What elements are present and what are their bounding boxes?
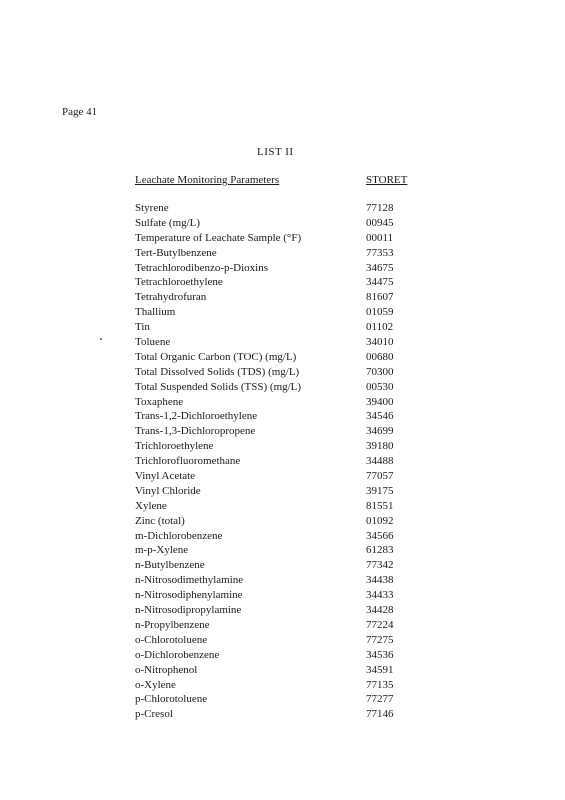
table-row	[135, 514, 425, 529]
parameter-name: Zinc (total)	[135, 514, 185, 527]
table-row	[135, 275, 425, 290]
table-row	[135, 246, 425, 261]
parameter-name: Trans-1,3-Dichloropropene	[135, 425, 256, 438]
parameter-name: Tetrahydrofuran	[135, 291, 207, 304]
storet-code: 34010	[366, 336, 394, 349]
table-row	[135, 707, 425, 722]
parameter-name: Vinyl Acetate	[135, 470, 196, 483]
parameter-name: Trichlorofluoromethane	[135, 455, 241, 468]
table-row	[135, 618, 425, 633]
parameter-name: Tetrachloroethylene	[135, 276, 223, 289]
table-row	[135, 469, 425, 484]
storet-column-header: STORET	[366, 174, 408, 186]
storet-code: 34433	[366, 589, 394, 602]
parameter-name: Trichloroethylene	[135, 440, 214, 453]
table-row	[135, 424, 425, 439]
table-row	[135, 484, 425, 499]
parameter-name: Tin	[135, 321, 150, 334]
storet-code: 77353	[366, 246, 394, 259]
parameter-name: Total Organic Carbon (TOC) (mg/L)	[135, 350, 297, 363]
parameter-name: n-Butylbenzene	[135, 559, 205, 572]
storet-code: 77275	[366, 633, 394, 646]
storet-code: 34475	[366, 276, 394, 289]
parameter-name: Vinyl Chloride	[135, 484, 201, 497]
table-row	[135, 305, 425, 320]
parameter-name: n-Nitrosodiphenylamine	[135, 589, 243, 602]
table-row	[135, 588, 425, 603]
parameter-name: Tert-Butylbenzene	[135, 246, 217, 259]
storet-code: 81551	[366, 499, 394, 512]
table-row	[135, 648, 425, 663]
storet-code: 77342	[366, 559, 394, 572]
parameter-list	[135, 201, 425, 722]
storet-code: 34536	[366, 648, 394, 661]
parameter-name: m-p-Xylene	[135, 544, 189, 557]
storet-code: 77057	[366, 470, 394, 483]
table-row	[135, 499, 425, 514]
storet-code: 70300	[366, 365, 394, 378]
table-row	[135, 231, 425, 246]
storet-code: 77135	[366, 678, 394, 691]
storet-code: 34428	[366, 604, 394, 617]
table-row	[135, 350, 425, 365]
table-row	[135, 454, 425, 469]
storet-code: 61283	[366, 544, 394, 557]
table-row	[135, 678, 425, 693]
parameter-name: Toluene	[135, 336, 171, 349]
parameter-name: o-Nitrophenol	[135, 663, 198, 676]
parameter-name: n-Propylbenzene	[135, 618, 210, 631]
parameter-name: Toxaphene	[135, 395, 184, 408]
storet-code: 77224	[366, 618, 394, 631]
table-row	[135, 633, 425, 648]
parameter-name: o-Dichlorobenzene	[135, 648, 220, 661]
storet-code: 34591	[366, 663, 394, 676]
storet-code: 34488	[366, 455, 394, 468]
table-row	[135, 558, 425, 573]
parameter-name: n-Nitrosodipropylamine	[135, 604, 242, 617]
table-row	[135, 395, 425, 410]
page-number: Page 41	[62, 106, 98, 118]
parameter-name: Tetrachlorodibenzo-p-Dioxins	[135, 261, 269, 274]
parameter-name: Styrene	[135, 202, 169, 214]
storet-code: 00530	[366, 380, 394, 393]
table-row	[135, 216, 425, 231]
parameter-name: n-Nitrosodimethylamine	[135, 574, 244, 587]
storet-code: 39175	[366, 484, 394, 497]
list-title: LIST II	[257, 146, 294, 158]
table-row	[135, 663, 425, 678]
parameter-name: m-Dichlorobenzene	[135, 529, 223, 542]
parameter-name: Xylene	[135, 499, 167, 512]
table-row	[135, 529, 425, 544]
storet-code: 01102	[366, 321, 394, 334]
table-row	[135, 290, 425, 305]
parameter-name: Temperature of Leachate Sample (°F)	[135, 231, 302, 244]
table-row	[135, 603, 425, 618]
table-row	[135, 201, 425, 216]
parameter-name: Sulfate (mg/L)	[135, 216, 201, 229]
parameter-name: o-Xylene	[135, 678, 176, 691]
storet-code: 81607	[366, 291, 394, 304]
table-row	[135, 573, 425, 588]
table-row	[135, 543, 425, 558]
table-row	[135, 380, 425, 395]
parameter-name: Thallium	[135, 306, 176, 319]
parameter-name: o-Chlorotoluene	[135, 633, 208, 646]
storet-code: 77277	[366, 693, 394, 706]
parameter-name: Trans-1,2-Dichloroethylene	[135, 410, 258, 423]
storet-code: 34675	[366, 261, 394, 274]
table-row	[135, 365, 425, 380]
table-row	[135, 439, 425, 454]
table-row	[135, 409, 425, 424]
parameter-name: p-Chlorotoluene	[135, 693, 208, 706]
storet-code: 39400	[366, 395, 394, 408]
scan-speck	[100, 338, 102, 340]
parameter-name: Total Dissolved Solids (TDS) (mg/L)	[135, 365, 300, 378]
parameter-column-header: Leachate Monitoring Parameters	[135, 174, 280, 186]
storet-code: 34699	[366, 425, 394, 438]
storet-code: 01059	[366, 306, 394, 319]
table-row	[135, 320, 425, 335]
storet-code: 00011	[366, 231, 394, 244]
storet-code: 34438	[366, 574, 394, 587]
storet-code: 34546	[366, 410, 394, 423]
table-row	[135, 335, 425, 350]
storet-code: 77146	[366, 708, 394, 721]
storet-code: 01092	[366, 514, 394, 527]
table-row	[135, 692, 425, 707]
storet-code: 00680	[366, 350, 394, 363]
storet-code: 39180	[366, 440, 394, 453]
storet-code: 77128	[366, 202, 394, 214]
storet-code: 00945	[366, 216, 394, 229]
storet-code: 34566	[366, 529, 394, 542]
parameter-name: Total Suspended Solids (TSS) (mg/L)	[135, 380, 302, 393]
parameter-name: p-Cresol	[135, 708, 173, 721]
table-row	[135, 261, 425, 276]
